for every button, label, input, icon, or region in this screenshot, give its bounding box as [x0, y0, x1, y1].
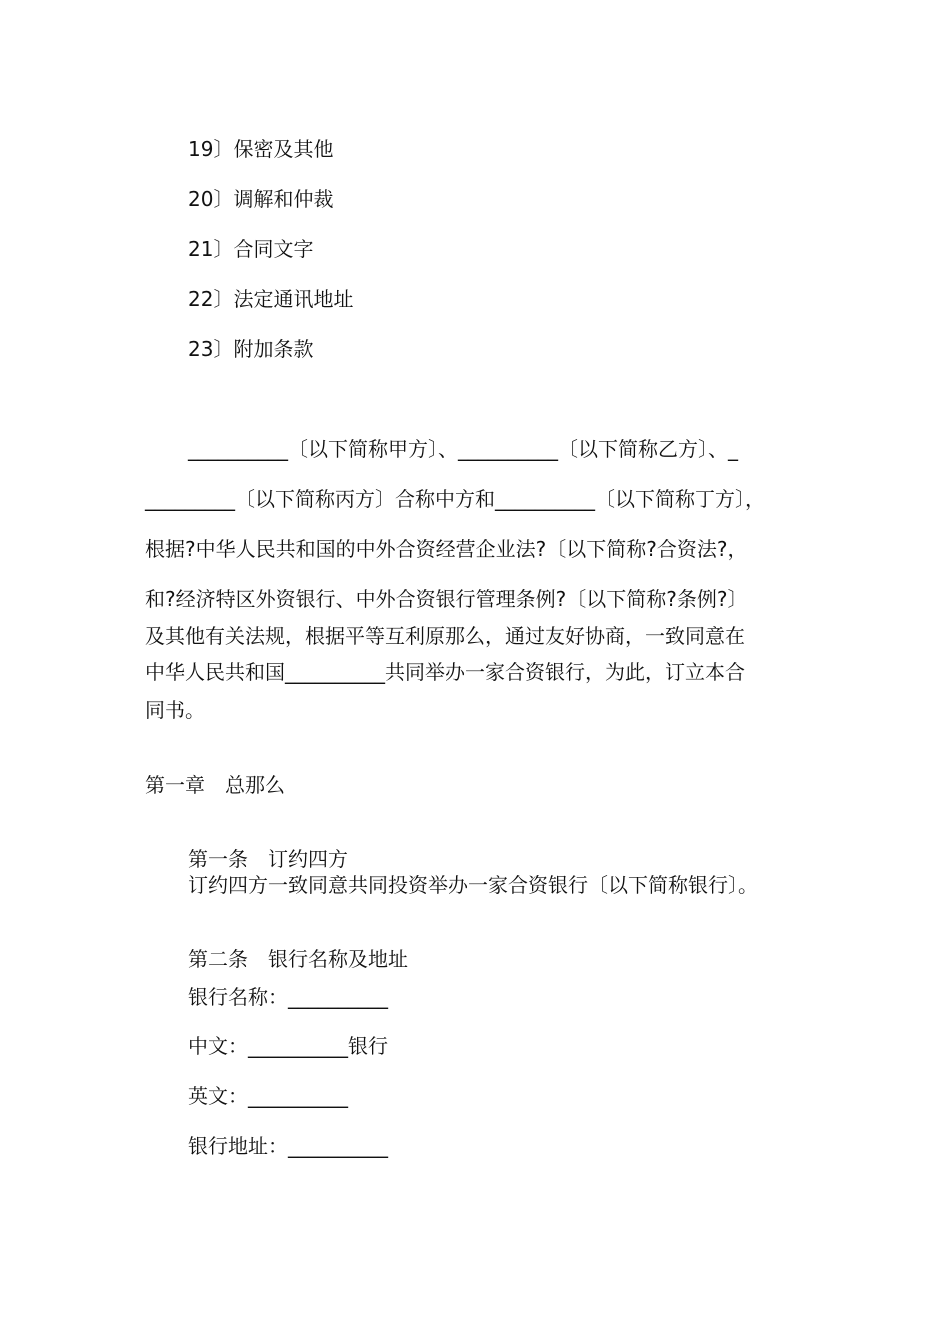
- preamble-line: 及其他有关法规，根据平等互利原那么，通过友好协商，一致同意在: [145, 624, 745, 648]
- preamble-line: __________〔以下简称甲方〕、__________〔以下简称乙方〕、_: [188, 437, 738, 461]
- article-1-body: 订约四方一致同意共同投资举办一家合资银行〔以下简称银行〕。: [188, 873, 758, 897]
- article-2-title: 第二条 银行名称及地址: [188, 947, 408, 971]
- chapter-title: 第一章 总那么: [145, 773, 285, 797]
- toc-item-20: 20〕调解和仲裁: [188, 187, 334, 211]
- preamble-line: _________〔以下简称丙方〕合称中方和__________〔以下简称丁方〕，: [145, 487, 765, 511]
- chinese-name-line: 中文：__________银行: [188, 1034, 388, 1058]
- toc-item-21: 21〕合同文字: [188, 237, 314, 261]
- preamble-line: 根据?中华人民共和国的中外合资经营企业法?〔以下简称?合资法?，: [145, 537, 748, 561]
- preamble-line: 同书。: [145, 698, 205, 722]
- article-1-title: 第一条 订约四方: [188, 847, 348, 871]
- preamble-line: 和?经济特区外资银行、中外合资银行管理条例?〔以下简称?条例?〕: [145, 587, 748, 611]
- bank-name-line: 银行名称：__________: [188, 985, 388, 1009]
- preamble-line: 中华人民共和国__________共同举办一家合资银行，为此，订立本合: [145, 660, 745, 684]
- toc-item-23: 23〕附加条款: [188, 337, 314, 361]
- english-name-line: 英文：__________: [188, 1084, 348, 1108]
- toc-item-22: 22〕法定通讯地址: [188, 287, 354, 311]
- toc-item-19: 19〕保密及其他: [188, 137, 334, 161]
- bank-address-line: 银行地址：__________: [188, 1134, 388, 1158]
